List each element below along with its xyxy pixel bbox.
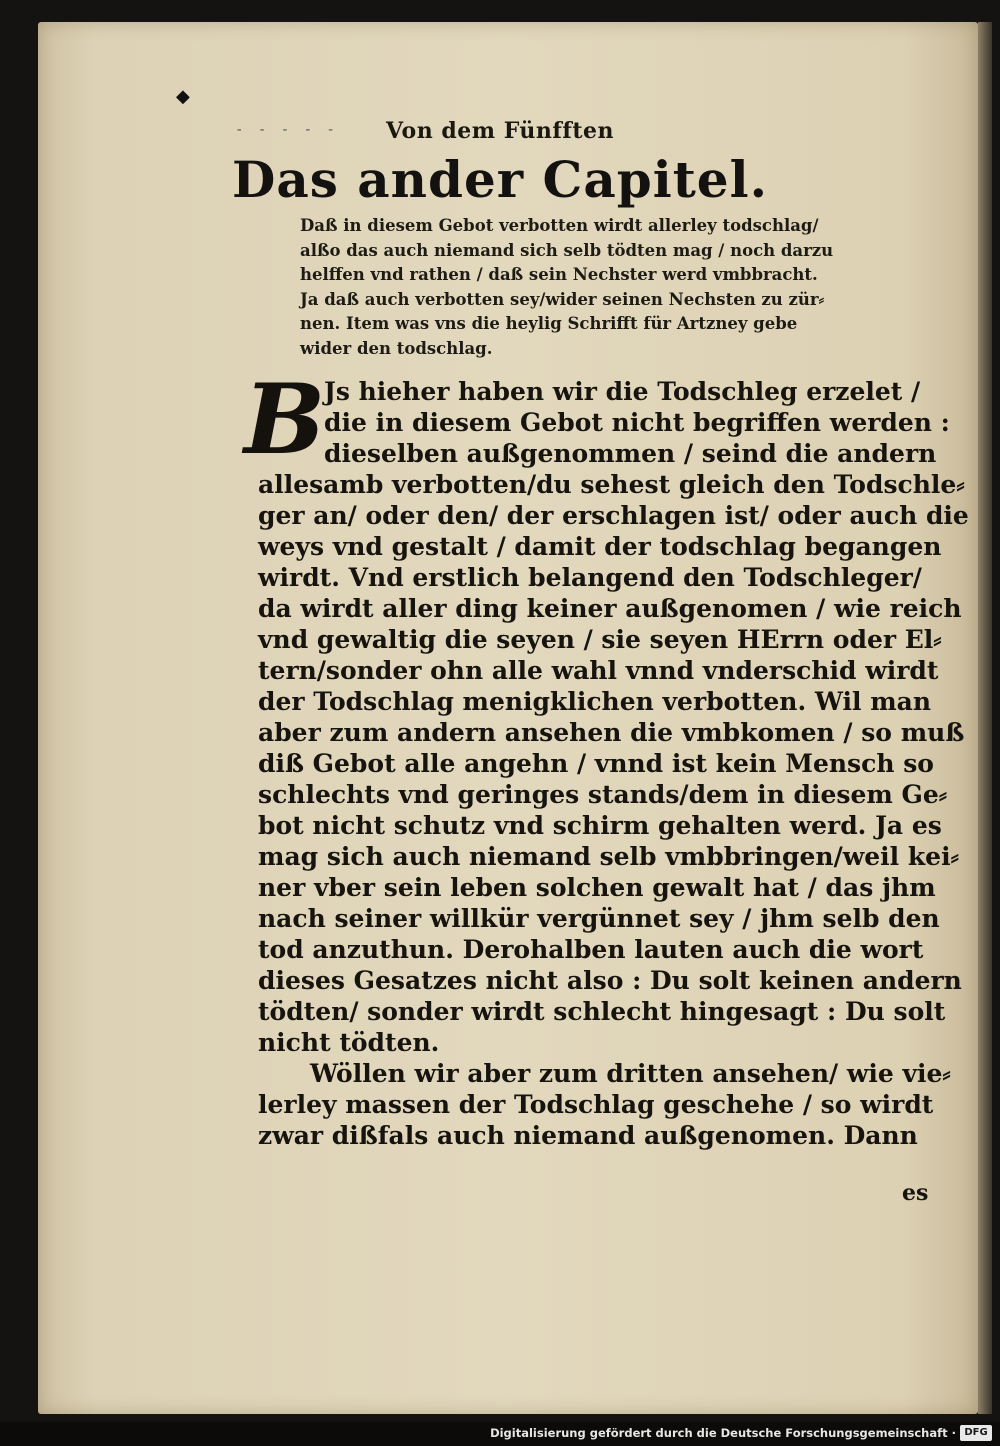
body-line: schlechts vnd geringes stands/dem in diesem Ge⸗ [258,780,948,809]
body-line: ner vber sein leben solchen gewalt hat / das jhm [258,873,936,902]
body-line: dieselben außgenommen / seind die andern [324,439,937,468]
body-line: dieses Gesatzes nicht also : Du solt keinen andern [258,966,962,995]
body-line: aber zum andern ansehen die vmbkomen / so muß [258,718,965,747]
body-line: tern/sonder ohn alle wahl vnnd vnderschid wirdt [258,656,939,685]
body-line: allesamb verbotten/du sehest gleich den Todschle⸗ [258,470,965,499]
summary-line: wider den todschlag. [300,338,493,358]
body-line: tod anzuthun. Derohalben lauten auch die wort [258,935,924,964]
body-line: der Todschlag menigklichen verbotten. Wil man [258,687,932,716]
body-line: diß Gebot alle angehn / vnnd ist kein Mensch so [258,749,934,778]
ink-mark: ◆ [176,86,190,107]
body-line: die in diesem Gebot nicht begriffen werden : [324,408,950,437]
summary-line: helffen vnd rathen / daß sein Nechster werd vmbbracht. [300,265,818,284]
body-line: wirdt. Vnd erstlich belangend den Todschleger/ [258,563,922,592]
body-line: weys vnd gestalt / damit der todschlag begangen [258,532,942,561]
body-line: vnd gewaltig die seyen / sie seyen HErrn oder El⸗ [258,625,942,654]
body-line: da wirdt aller ding keiner außgenomen / wie reich [258,594,962,623]
decorated-initial: B [244,363,326,476]
body-line: Wöllen wir aber zum dritten ansehen/ wie vie⸗ [310,1059,951,1088]
body-line: nicht tödten. [258,1028,440,1057]
funding-credit: Digitalisierung gefördert durch die Deutsche Forschungsgemeinschaft · [490,1426,956,1440]
body-line: zwar dißfals auch niemand außgenomen. Dann [258,1121,918,1150]
dfg-logo: DFG [960,1425,992,1441]
body-line: Js hieher haben wir die Todschleg erzelet / [324,377,921,406]
footer-bar [0,1422,1000,1446]
summary-line: Ja daß auch verbotten sey/wider seinen Nechsten zu zür⸗ [300,289,825,309]
running-head: Von dem Fünfften [386,118,614,144]
body-line: ger an/ oder den/ der erschlagen ist/ oder auch die [258,501,969,530]
summary-line: alßo das auch niemand sich selb tödten mag / noch darzu [300,240,834,260]
summary-line: Daß in diesem Gebot verbotten wirdt allerley todschlag/ [300,216,819,235]
page-edge [978,22,992,1414]
body-line: tödten/ sonder wirdt schlecht hingesagt : Du solt [258,997,946,1026]
ruler-ticks: ‐ ‐ ‐ ‐ ‐ [235,122,338,138]
chapter-summary [300,214,870,361]
summary-line: nen. Item was vns die heylig Schrifft für Artzney gebe [300,314,798,333]
body-line: mag sich auch niemand selb vmbbringen/weil kei⸗ [258,842,959,871]
body-text [258,376,969,1151]
body-line: lerley massen der Todschlag geschehe / so wirdt [258,1090,934,1119]
catchword: es [902,1180,929,1206]
chapter-title: Das ander Capitel. [231,150,769,209]
body-line: nach seiner willkür vergünnet sey / jhm selb den [258,904,940,933]
body-line: bot nicht schutz vnd schirm gehalten werd. Ja es [258,811,942,840]
